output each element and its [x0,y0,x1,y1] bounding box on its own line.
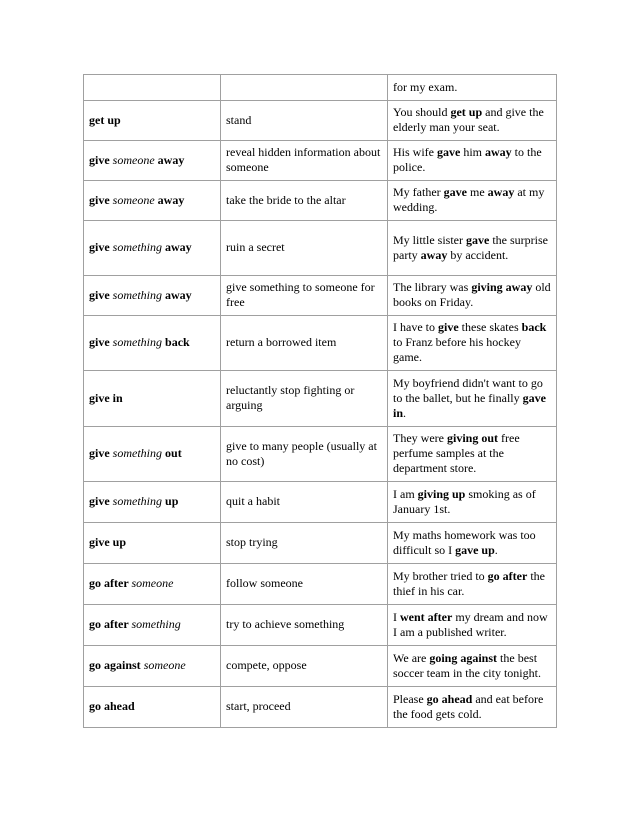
example-text: by accident. [447,247,509,262]
example-cell [388,605,557,646]
meaning-text: follow someone [226,576,303,590]
phrasal-verb-cell [84,646,221,687]
verb-text: out [162,446,182,460]
phrasal-verb-cell [84,687,221,728]
example-cell [388,371,557,427]
verb-text: give [89,494,113,508]
phrasal-verb-cell [84,276,221,316]
example-cell [388,646,557,687]
verb-text: go after [89,576,132,590]
verb-text: give in [89,390,123,405]
example-text: Please [393,691,427,706]
verb-object-placeholder: something [112,240,163,254]
verb-object-placeholder: someone [143,658,186,672]
example-cell [388,141,557,181]
example-cell [388,316,557,371]
example-cell [388,427,557,482]
example-text: the best soccer team in the city tonight. [393,650,541,680]
example-highlight: going against [429,650,498,665]
example-text: smoking as of January 1st. [393,486,539,516]
table-row [84,276,557,316]
example-text: My boyfriend didn't want to go to the ballet, but he finally [393,375,546,405]
verb-object-placeholder: someone [112,152,155,167]
meaning-text: reluctantly stop fighting or arguing [226,383,355,412]
example-cell [388,101,557,141]
table-row [84,316,557,371]
meaning-cell [221,482,388,523]
meaning-cell [221,371,388,427]
meaning-text: return a borrowed item [226,335,337,349]
meaning-cell [221,75,388,101]
verb-text: go ahead [89,699,135,713]
example-text: . [494,542,498,557]
example-cell [388,482,557,523]
meaning-cell [221,427,388,482]
meaning-text: reveal hidden information about someone [226,145,381,174]
verb-object-placeholder: something [112,494,163,508]
example-cell [388,276,557,316]
meaning-text: give something to someone for free [226,280,375,309]
verb-object-placeholder: something [131,617,181,631]
phrasal-verbs-table [83,74,557,728]
phrasal-verb-cell [84,564,221,605]
example-highlight: gave [437,145,461,159]
meaning-cell [221,276,388,316]
verb-text: get up [89,112,121,127]
meaning-cell [221,605,388,646]
verb-text: give up [89,535,127,549]
meaning-text: try to achieve something [226,617,345,631]
example-highlight: giving away [471,280,533,294]
table-row [84,141,557,181]
example-text: these skates [458,320,522,334]
example-text: to Franz before his hockey game. [393,320,550,364]
table-row [84,371,557,427]
meaning-text: give to many people (usually at no cost) [226,438,377,468]
meaning-text: stand [226,112,252,127]
verb-object-placeholder: someone [131,576,174,590]
example-text: My little sister [393,232,466,247]
example-highlight: giving up [417,486,466,501]
verb-text: away [154,192,185,207]
table-row [84,687,557,728]
example-cell [388,564,557,605]
verb-text: go after [89,617,132,631]
example-highlight: away [420,247,448,262]
phrasal-verb-cell [84,427,221,482]
phrasal-verb-cell [84,181,221,221]
example-text: They were [393,431,447,445]
table-row [84,482,557,523]
verb-text: away [154,152,185,167]
example-text: him [460,145,485,159]
example-highlight: gave [443,185,467,199]
verb-text: back [162,335,190,349]
meaning-cell [221,101,388,141]
example-highlight: go ahead [426,691,473,706]
verb-text: give [89,335,113,349]
table-row [84,564,557,605]
example-text: free perfume samples at the department store. [393,431,523,475]
verb-object-placeholder: something [112,287,163,302]
example-highlight: away [485,145,512,159]
verb-text: give [89,152,113,167]
meaning-cell [221,523,388,564]
example-highlight: gave in [393,390,549,420]
table-row [84,221,557,276]
example-text: and give the elderly man your seat. [393,105,547,134]
example-highlight: giving out [446,431,498,445]
example-highlight: away [487,185,515,199]
example-text: The library was [393,280,472,294]
phrasal-verb-cell [84,75,221,101]
meaning-text: stop trying [226,535,278,549]
example-text: I am [393,486,418,501]
example-highlight: get up [450,105,483,119]
meaning-cell [221,181,388,221]
example-text: to the police. [393,145,545,174]
example-text: my dream and now I am a published writer. [393,609,551,639]
meaning-cell [221,687,388,728]
verb-text: away [162,287,192,302]
meaning-text: ruin a secret [226,240,285,254]
example-cell [388,523,557,564]
example-text: You should [393,105,451,119]
example-text: His wife [393,145,437,159]
example-highlight: back [521,320,547,334]
verb-text: give [89,192,113,207]
phrasal-verb-cell [84,371,221,427]
example-text: the surprise party [393,232,551,262]
verb-text: go against [89,658,144,672]
phrasal-verb-cell [84,101,221,141]
verb-text: away [162,240,192,254]
example-text: for my exam. [393,79,458,94]
phrasal-verb-cell [84,141,221,181]
example-cell [388,181,557,221]
meaning-text: start, proceed [226,699,291,713]
phrasal-verb-cell [84,221,221,276]
example-cell [388,221,557,276]
meaning-text: compete, oppose [226,658,307,672]
example-text: . [403,405,407,420]
meaning-cell [221,316,388,371]
meaning-cell [221,141,388,181]
example-highlight: go after [487,568,528,583]
example-highlight: gave up [455,542,495,557]
example-highlight: give [437,320,459,334]
verb-object-placeholder: someone [112,192,155,207]
example-text: I have to [393,320,438,334]
table-row [84,523,557,564]
table-body [84,75,557,728]
meaning-text: quit a habit [226,494,280,508]
meaning-cell [221,646,388,687]
meaning-cell [221,221,388,276]
example-text: I [393,609,400,624]
table-row [84,605,557,646]
verb-text: give [89,240,113,254]
example-cell [388,75,557,101]
example-text: My father [393,185,444,199]
meaning-cell [221,564,388,605]
verb-text: give [89,287,113,302]
verb-object-placeholder: something [112,335,163,349]
table-row [84,101,557,141]
example-text: old books on Friday. [393,280,554,309]
phrasal-verb-cell [84,523,221,564]
example-highlight: gave [466,232,490,247]
example-text: We are [393,650,430,665]
verb-text: up [162,494,179,508]
table-row [84,427,557,482]
table-row [84,181,557,221]
phrasal-verb-cell [84,605,221,646]
table-row [84,75,557,101]
verb-text: give [89,446,113,460]
phrasal-verb-cell [84,482,221,523]
example-text: the thief in his car. [393,568,548,598]
example-text: at my wedding. [393,185,548,214]
example-text: My brother tried to [393,568,488,583]
phrasal-verb-cell [84,316,221,371]
example-text: me [466,185,488,199]
verb-object-placeholder: something [112,446,163,460]
meaning-text: take the bride to the altar [226,192,346,207]
example-cell [388,687,557,728]
table-row [84,646,557,687]
example-text: and eat before the food gets cold. [393,691,547,721]
example-text: My maths homework was too difficult so I [393,527,539,557]
example-highlight: went after [400,609,453,624]
